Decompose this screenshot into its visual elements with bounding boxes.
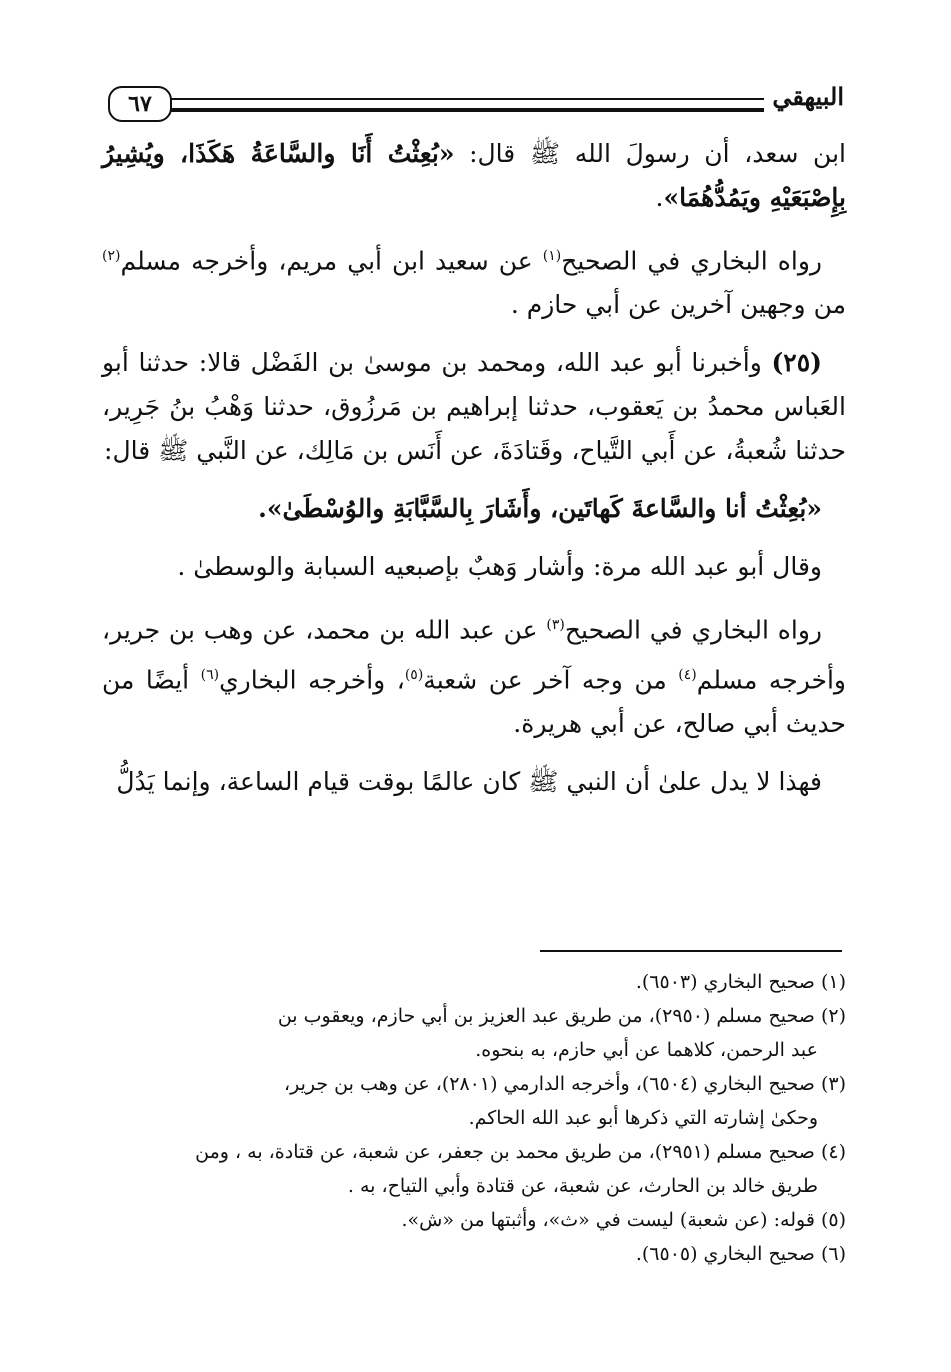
header-rule bbox=[170, 98, 764, 112]
paragraph-5: وقال أبو عبد الله مرة: وأشار وَهبٌ بإصبعيه السبابة والوسطىٰ . bbox=[177, 552, 822, 582]
p1-intro: ابن سعد، أن رسولَ الله ﷺ قال: bbox=[454, 139, 846, 168]
p6-text-e: أيضًا من حديث أبي صالح، عن أبي هريرة. bbox=[102, 664, 846, 738]
p1-end: . bbox=[655, 183, 664, 212]
footnote-divider bbox=[540, 950, 842, 952]
footnote-ref-4: (٤) bbox=[678, 666, 697, 683]
page-number: ٦٧ bbox=[108, 86, 172, 122]
footnote-2: (٢) صحيح مسلم (٢٩٥٠)، من طريق عبد العزيز بن أبي حازم، ويعقوب بن bbox=[277, 1005, 846, 1027]
footnote-ref-5: (٥) bbox=[404, 666, 424, 683]
hadith-quote-1: «بُعِثْتُ أَنَا والسَّاعَةُ هَكَذَا، ويُشِيرُ بِإِصْبَعَيْهِ ويَمُدُّهُمَا» bbox=[102, 139, 846, 212]
footnotes bbox=[102, 966, 846, 1272]
paragraph-2 bbox=[102, 234, 846, 327]
book-title: البيهقي bbox=[772, 82, 844, 111]
footnote-ref-3: (٣) bbox=[546, 617, 565, 634]
main-text bbox=[102, 132, 846, 818]
footnote-ref-1: (١) bbox=[542, 248, 562, 264]
hadith-quote-2: «بُعِثْتُ أنا والسَّاعةَ كَهاتَين، وأَشَارَ بِالسَّبَّابَةِ والوُسْطَىٰ». bbox=[258, 494, 822, 524]
p2-text-c: من وجهين آخرين عن أبي حازم . bbox=[510, 290, 846, 320]
p2-text-a: رواه البخاري في الصحيح bbox=[561, 246, 822, 276]
footnote-3-cont: وحكىٰ إشارته التي ذكرها أبو عبد الله الحاكم. bbox=[468, 1107, 818, 1129]
paragraph-6 bbox=[102, 603, 846, 746]
footnote-3: (٣) صحيح البخاري (٦٥٠٤)، وأخرجه الدارمي (٢٨٠١)، عن وهب بن جرير، bbox=[284, 1073, 846, 1095]
page-header bbox=[100, 82, 848, 126]
footnote-4: (٤) صحيح مسلم (٢٩٥١)، من طريق محمد بن جعفر، عن شعبة، عن قتادة، به ، ومن bbox=[195, 1141, 846, 1163]
footnote-4-cont: طريق خالد بن الحارث، عن شعبة، عن قتادة وأبي التياح، به . bbox=[347, 1175, 818, 1197]
p6-text-a: رواه البخاري في الصحيح bbox=[564, 615, 822, 645]
footnote-ref-6: (٦) bbox=[200, 666, 220, 683]
footnote-ref-2: (٢) bbox=[102, 248, 121, 264]
footnote-1: (١) صحيح البخاري (٦٥٠٣). bbox=[635, 971, 846, 993]
paragraph-7: فهذا لا يدل علىٰ أن النبي ﷺ كان عالمًا بوقت قيام الساعة، وإنما يَدُلُّ bbox=[116, 766, 822, 796]
isnad-text: وأخبرنا أبو عبد الله، ومحمد بن موسىٰ بن الفَضْل قالا: حدثنا أبو العَباس محمدُ بن يَعقوب، حدثنا إبراهيم بن مَرزُوق، حدثنا وَهْبُ بنُ جَرِير، حدثنا شُعبةُ، عن أَبي التَّياح، وقَتادَةَ، عن أَنَس بن مَالِك، عن النَّبي ﷺ قال: bbox=[102, 348, 846, 466]
footnote-5: (٥) قوله: (عن شعبة) ليست في «ث»، وأثبتها من «ش». bbox=[401, 1209, 846, 1231]
p6-text-d: ، وأخرجه البخاري bbox=[219, 664, 405, 694]
p6-text-b: عن عبد الله بن محمد، عن وهب بن جرير، وأخرجه مسلم bbox=[102, 615, 846, 694]
footnote-2-cont: عبد الرحمن، كلاهما عن أبي حازم، به بنحوه. bbox=[475, 1039, 818, 1061]
paragraph-1 bbox=[102, 132, 846, 220]
p6-text-c: من وجه آخر عن شعبة bbox=[423, 664, 679, 694]
footnote-6: (٦) صحيح البخاري (٦٥٠٥). bbox=[635, 1243, 846, 1265]
paragraph-3 bbox=[102, 341, 846, 473]
p2-text-b: عن سعيد ابن أبي مريم، وأخرجه مسلم bbox=[120, 246, 543, 276]
hadith-number: (٢٥) bbox=[771, 348, 822, 378]
